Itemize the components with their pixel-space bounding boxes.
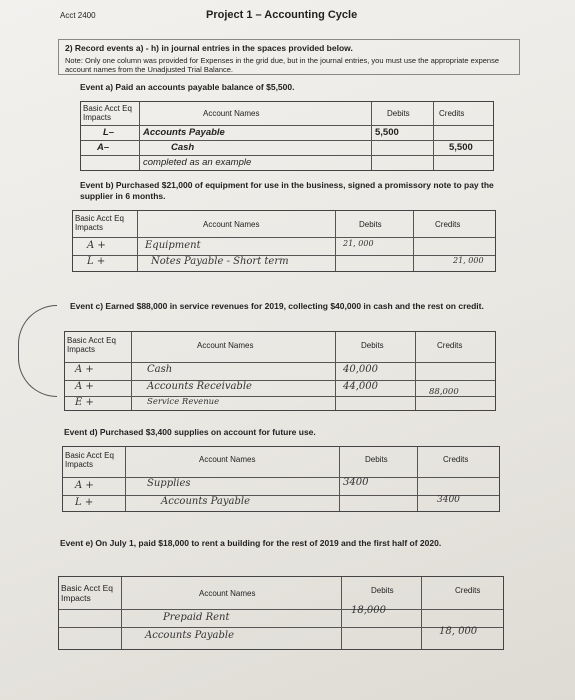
col-impacts: Basic Acct Eq Impacts	[75, 214, 124, 232]
example-note: completed as an example	[143, 157, 252, 168]
event-c-label: Event c) Earned $88,000 in service revenues for 2019, collecting $40,000 in cash and the rest on credit.	[70, 301, 484, 311]
account-name: Notes Payable - Short term	[151, 256, 289, 267]
credit: 5,500	[449, 142, 473, 153]
event-e-table	[58, 576, 504, 650]
account-name: Accounts Payable	[145, 630, 235, 641]
impact: A +	[75, 480, 94, 491]
col-account-names: Account Names	[199, 455, 256, 464]
impact: L–	[103, 127, 115, 138]
col-debits: Debits	[371, 586, 394, 595]
col-debits: Debits	[365, 455, 388, 464]
col-credits: Credits	[437, 341, 463, 350]
impact: A +	[75, 381, 94, 392]
instructions-box	[58, 39, 520, 75]
col-impacts: Basic Acct Eq Impacts	[83, 104, 132, 122]
course-code: Acct 2400	[60, 11, 96, 20]
col-credits: Credits	[455, 586, 481, 595]
account-name: Accounts Receivable	[147, 381, 252, 392]
event-d-label: Event d) Purchased $3,400 supplies on account for future use.	[64, 427, 316, 437]
col-impacts: Basic Acct Eq Impacts	[67, 336, 116, 354]
account-name: Service Revenue	[147, 397, 220, 407]
debit: 3400	[343, 477, 369, 488]
account-name: Cash	[171, 142, 195, 153]
impact: E +	[75, 397, 94, 408]
account-name: Cash	[147, 364, 173, 375]
credit: 88,000	[429, 387, 459, 397]
col-debits: Debits	[387, 109, 410, 118]
question-note: Note: Only one column was provided for Expenses in the grid due, but in the journal entries, you must use the appropriate expense account names from the Unadjusted Trial Balance.	[65, 56, 500, 74]
credit: 18, 000	[439, 626, 478, 637]
event-b-table	[72, 210, 496, 272]
credit: 3400	[437, 495, 460, 505]
col-debits: Debits	[361, 341, 384, 350]
impact: L +	[75, 497, 94, 508]
debit: 40,000	[343, 364, 378, 375]
event-d-table	[62, 446, 500, 512]
col-credits: Credits	[443, 455, 469, 464]
account-name: Supplies	[147, 478, 191, 489]
col-account-names: Account Names	[197, 341, 254, 350]
col-credits: Credits	[435, 220, 461, 229]
col-impacts: Basic Acct Eq Impacts	[61, 583, 113, 603]
impact: L +	[87, 256, 106, 267]
impact: A +	[87, 240, 106, 251]
event-b-label: Event b) Purchased $21,000 of equipment for use in the business, signed a promissory note to pay the supplier in 6 months.	[80, 180, 494, 201]
hand-drawn-bracket	[18, 305, 57, 397]
col-impacts: Basic Acct Eq Impacts	[65, 451, 114, 469]
account-name: Prepaid Rent	[163, 612, 230, 623]
col-account-names: Account Names	[199, 589, 256, 598]
event-e-label: Event e) On July 1, paid $18,000 to rent a building for the rest of 2019 and the first half of 2020.	[60, 538, 442, 548]
debit: 5,500	[375, 127, 399, 138]
col-credits: Credits	[439, 109, 465, 118]
event-a-table	[80, 101, 494, 171]
debit: 21, 000	[343, 239, 374, 248]
col-account-names: Account Names	[203, 109, 260, 118]
page-title: Project 1 – Accounting Cycle	[206, 9, 358, 21]
credit: 21, 000	[453, 256, 484, 265]
impact: A +	[75, 364, 94, 375]
account-name: Accounts Payable	[143, 127, 225, 138]
question-title: 2) Record events a) - h) in journal entries in the spaces provided below.	[65, 43, 353, 53]
impact: A–	[97, 142, 110, 153]
debit: 18,000	[351, 605, 386, 616]
event-a-label: Event a) Paid an accounts payable balance of $5,500.	[80, 82, 295, 92]
debit: 44,000	[343, 381, 378, 392]
col-debits: Debits	[359, 220, 382, 229]
account-name: Accounts Payable	[161, 496, 251, 507]
col-account-names: Account Names	[203, 220, 260, 229]
account-name: Equipment	[145, 240, 201, 251]
event-c-table	[64, 331, 496, 411]
